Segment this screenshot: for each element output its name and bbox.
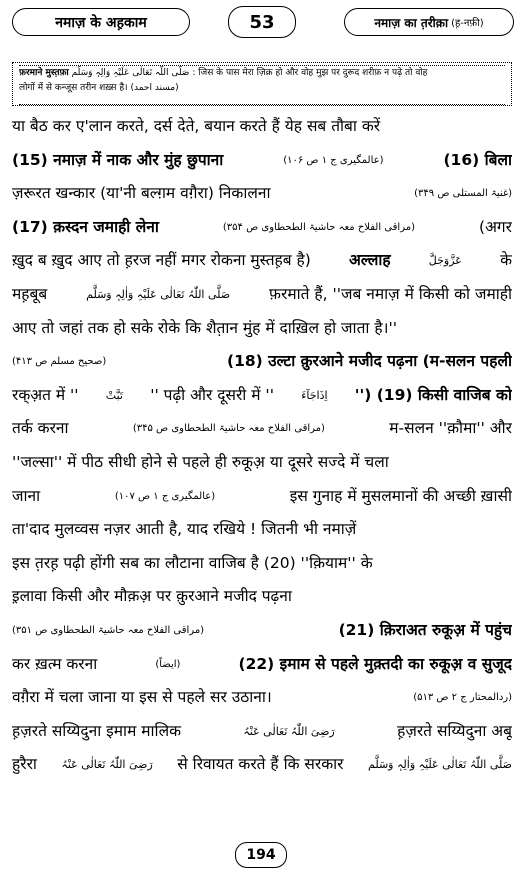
text-line-10: तर्क करना (مراقی الفلاح معہ حاشیۃ الطحطاوی ص ۳۴۵) म-सलन ''क़ौमा'' और [12,412,512,446]
hadith-text-1: : जिस के पास मेरा ज़िक्र हो और वोह मुझ पर दुरूद शरीफ़ न पढ़े तो वोह [192,68,428,78]
hadith-source: (مسند احمد) [130,83,179,93]
reference: (مراقی الفلاح معہ حاشیۃ الطحطاوی ص ۳۵۱) [12,624,205,636]
text-line-3: ज़रूरत खन्कार (या'नी बल्ग़म वग़ैरा) निकालना (غنیۃ المستلی ص ۳۴۹) [12,177,512,211]
reference: (ایضاً) [155,658,181,670]
hadith-blessing: صَلَّی اللّٰہ تَعَالٰی عَلَیْہِ وَالِہٖ وَسَلَّم [71,68,190,78]
text-line-15: इ़लावा किसी और मौक़अ़ पर क़ुरआने मजीद पढ़ना [12,587,292,606]
text-line-20: हुरैरा رَضِیَ اللّٰہُ تَعَالٰی عَنْہُ से रिवायत करते हैं कि सरकार صَلَّی اللّٰہُ تَعَالٰی عَلَیْہِ وَاٰلِہٖ وَسَلَّم [12,755,512,774]
reference: (عالمگیری ج ۱ ص ۱۰۶) [283,154,384,166]
hadith-text-2: लोगों में से कन्जूस तरीन शख़्स है। [19,83,128,93]
text-line-19: ह़ज़रते सय्यिदुना इमाम मालिक رَضِیَ اللّٰہُ تَعَالٰی عَنْہُ ह़ज़रते सय्यिदुना अबू [12,721,512,740]
hadith-label: फ़रमाने मुस्त़फ़ा [19,68,69,78]
reference: (غنیۃ المستلی ص ۳۴۹) [414,188,512,200]
text-line-7: आए तो जहां तक हो सके रोके कि शैत़ान मुंह में दाख़िल हो जाता है।'' [12,318,397,337]
text-line-1: या बैठ कर ए'लान करते, दर्स देते, बयान करते हैं येह सब तौबा करें [12,117,381,135]
reference: (صحیح مسلم ص ۴۱۳) [12,356,107,368]
page-badge-number: 53 [249,11,275,33]
page-badge [228,6,296,38]
reference: (مراقی الفلاح معہ حاشیۃ الطحطاوی ص ۳۵۴) [222,221,415,233]
text-line-4: (17) क़स्दन जमाही लेना (مراقی الفلاح معہ حاشیۃ الطحطاوی ص ۳۵۴) (अगर [12,211,512,245]
chapter-title-badge [344,8,514,36]
text-line-11: ''जल्सा'' में पीठ सीधी होने से पहले ही रुकूअ़ या दूसरे सज्दे में चला [12,452,389,471]
text-line-16: (مراقی الفلاح معہ حاشیۃ الطحطاوی ص ۳۵۱) (21) क़िराअत रुकूअ़ में पहुंच [12,614,512,648]
reference: (مراقی الفلاح معہ حاشیۃ الطحطاوی ص ۳۴۵) [132,423,325,435]
text-line-18: वग़ैरा में चला जाना या इस से पहले सर उठाना। (ردالمحتار ج ۲ ص ۵۱۳) [12,681,512,715]
text-line-13: ता'दाद मुलव्वस नज़र आती है, याद रखिये ! जितनी भी नमाज़ें [12,520,357,539]
text-line-2: (15) नमाज़ में नाक और मुंह छुपाना (عالمگیری ج ۱ ص ۱۰۶) (16) बिला [12,144,512,178]
text-line-8: (صحیح مسلم ص ۴۱۳) (18) उल्टा क़ुरआने मजीद पढ़ना (म-सलन पहली [12,345,512,379]
text-line-17: कर ख़त्म करना (ایضاً) (22) इमाम से पहले मुक़्तदी का रुकूअ़ व सुजूद [12,648,512,682]
text-line-14: इस त़रह़ पढ़ी होंगी सब का लौटाना वाजिब है (20) ''क़ियाम'' के [12,553,373,572]
hadith-box [12,62,512,106]
reference: (ردالمحتار ج ۲ ص ۵۱۳) [413,692,512,704]
text-line-9: रक्अ़त में '' تَبَّتْ '' पढ़ी और दूसरी में '' اِذَاجَآءَ '') (19) किसी वाजिब को [12,385,512,404]
book-title: नमाज़ के अह़काम [55,14,147,31]
chapter-title: नमाज़ का त़रीक़ा [374,15,449,30]
text-line-12: जाना (عالمگیری ج ۱ ص ۱۰۷) इस गुनाह में मुसलमानों की अच्छी ख़ासी [12,480,512,514]
text-line-5: ख़ुद ब ख़ुद आए तो ह़रज नहीं मगर रोकना मुस्तह़ब है) अल्लाह عَزَّوَجَلَّ के [12,251,512,270]
reference: (عالمگیری ج ۱ ص ۱۰۷) [114,490,216,502]
chapter-subtitle: (ह़-नफ़ी) [451,18,484,29]
book-title-badge [12,8,190,36]
page-number: 194 [235,842,287,868]
text-line-6: मह़बूब صَلَّی اللّٰہُ تَعَالٰی عَلَیْہِ وَاٰلِہٖ وَسَلَّم फ़रमाते हैं, ''जब नमाज़ में किसी को जमाही [12,284,512,303]
body-text [12,110,512,782]
